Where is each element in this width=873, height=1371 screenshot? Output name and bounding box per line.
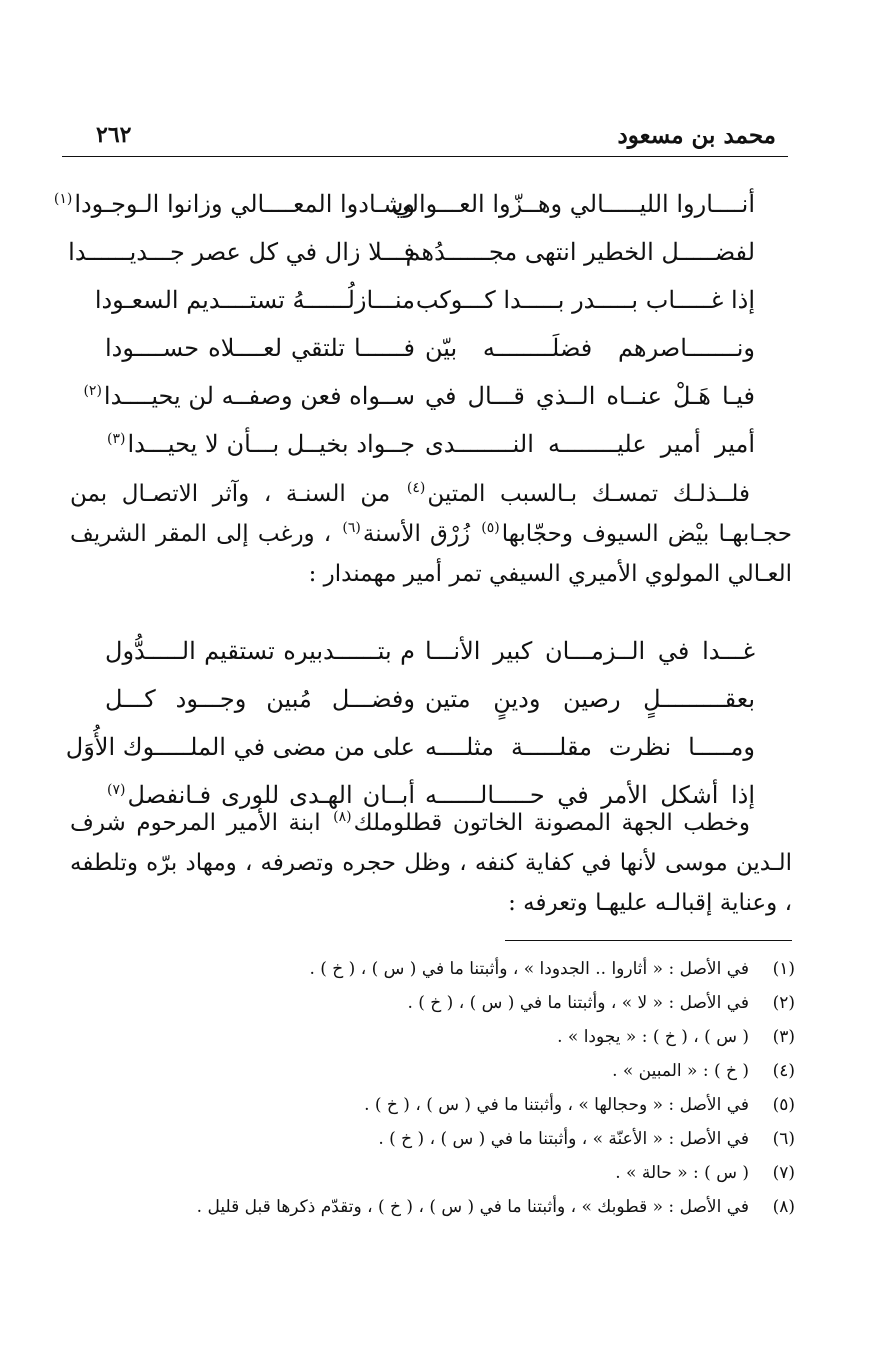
paragraph-text: ، ورغب إلى المقر الشريف العـالي المولوي الأميري السيفي تمر أمير مهمندار : [70, 521, 792, 587]
page-header [62, 120, 788, 157]
page-number: ٢٦٢ [96, 122, 132, 148]
hemistich-text: ســواه فعن وصفــه لن يحيــــدا [103, 382, 415, 410]
footnote-divider [505, 940, 792, 941]
footnote [95, 1156, 795, 1190]
hemistich-right: إذا أشكل الأمر في حـــــالــــــه [425, 781, 755, 809]
hemistich-text: فـــلا زال في كل عصر جـــديــــــدا [68, 238, 415, 266]
hemistich-left [105, 627, 415, 675]
verse-line [95, 675, 765, 723]
footnote [95, 986, 795, 1020]
running-head: محمد بن مسعود [617, 122, 776, 149]
paragraph-text: ابنة الأمير المرحوم شرف الـدين موسى لأنها في كفاية كنفه ، وظل حجره وتصرفه ، ومهاد برّه وتلطفه ، وعناية إقبالـه عليهـا وتعرفه : [70, 810, 792, 916]
footnote-text: ( س ) : « حالة » . [615, 1163, 749, 1183]
footnote-number: (٨) [772, 1197, 795, 1217]
paragraph-text: من السنـة ، وآثر الاتصـال بمن حجـابهـا بيْض السيوف وحجّابها [70, 481, 793, 547]
hemistich-left [105, 420, 415, 468]
footnote-text: في الأصل : « وحجالها » ، وأثبتنا ما في ( س ) ، ( خ ) . [364, 1095, 749, 1115]
hemistich-text: على من مضى في الملـــــوك الأُوَل [65, 733, 415, 761]
footnote [95, 1088, 795, 1122]
footnote-number: (١) [772, 959, 795, 979]
paragraph-text: وخطب الجهة المصونة الخاتون قطلوملك [353, 810, 751, 836]
footnote-number: (٦) [772, 1129, 795, 1149]
footnote-ref: (٥) [481, 520, 500, 537]
hemistich-left [105, 675, 415, 723]
hemistich-right: فيـا هَـلْ عنــاه الــذي قـــال في [425, 382, 755, 410]
footnote-text: ( س ) ، ( خ ) : « يجودا » . [557, 1027, 749, 1047]
footnote [95, 952, 795, 986]
verse-line [95, 276, 765, 324]
poem-1 [53, 180, 765, 468]
hemistich-right: ومـــــا نظرت مقلـــــة مثلــــه [425, 733, 755, 761]
paragraph-text: زُرْق الأسنة [362, 521, 471, 547]
paragraph-2 [70, 803, 792, 923]
hemistich-text: وفضـــل مُبين وجـــود كـــل [105, 685, 415, 713]
footnote-number: (٣) [772, 1027, 795, 1047]
verse-line [95, 324, 765, 372]
hemistich-left [68, 228, 415, 276]
footnote-ref: (٨) [333, 809, 352, 826]
hemistich-right: أنــــاروا الليـــــالي وهــزّوا العـــوالي [391, 190, 755, 218]
footnote-ref: (٦) [342, 520, 361, 537]
hemistich-right: أمير أمير عليــــــــه النــــــــدى [425, 430, 755, 458]
footnote-ref: (٣) [107, 431, 126, 447]
hemistich-left [53, 180, 415, 228]
verse-line [83, 372, 765, 420]
footnotes-list [95, 952, 795, 1224]
verse-line [65, 723, 765, 771]
hemistich-left [65, 723, 415, 771]
footnote [95, 1054, 795, 1088]
hemistich-left [94, 276, 415, 324]
verse-line [95, 627, 765, 675]
footnote-text: في الأصل : « الأعنّة » ، وأثبتنا ما في ( س ) ، ( خ ) . [378, 1129, 749, 1149]
footnote-text: ( خ ) : « المبين » . [612, 1061, 749, 1081]
hemistich-text: منـــازلُــــــهُ تستــــديم السعـودا [94, 286, 415, 314]
footnote-text: في الأصل : « قطوبك » ، وأثبتنا ما في ( س ) ، ( خ ) ، وتقدّم ذكرها قبل قليل . [196, 1197, 749, 1217]
footnote [95, 1122, 795, 1156]
poem-2 [65, 627, 765, 819]
footnote-number: (٧) [772, 1163, 795, 1183]
footnote-number: (٥) [772, 1095, 795, 1115]
hemistich-text: جــواد بخيــل بـــأن لا يحيـــدا [127, 430, 415, 458]
hemistich-text: م بتــــــدبيره تستقيم الـــــدُّول [105, 637, 415, 665]
footnote-ref: (٢) [83, 383, 102, 399]
hemistich-right: ونـــــــاصرهم فضلَــــــــه بيّن [425, 334, 755, 362]
hemistich-text: وشـادوا المعــــالي وزانوا الـوجـودا [74, 190, 415, 218]
paragraph-text: فلــذلـك تمسـك بـالسبب المتين [427, 481, 750, 507]
footnote [95, 1190, 795, 1224]
hemistich-text: أبــان الهـدى للورى فـانفصل [127, 781, 415, 809]
footnote-ref: (٧) [107, 782, 126, 798]
hemistich-left [83, 372, 415, 420]
footnote-ref: (٤) [406, 480, 426, 497]
hemistich-right: لفضـــــل الخطير انتهى مجــــــدُهم [405, 238, 755, 266]
hemistich-left [105, 324, 415, 372]
hemistich-right: بعقـــــــــلٍ رصين ودينٍ متين [425, 685, 755, 713]
verse-line [68, 228, 765, 276]
footnote-number: (٢) [772, 993, 795, 1013]
verse-line [95, 420, 765, 468]
footnote-text: في الأصل : « لا » ، وأثبتنا ما في ( س ) ، ( خ ) . [407, 993, 749, 1013]
hemistich-text: فــــــا تلتقي لعــــلاه حســــودا [105, 334, 415, 362]
footnote-text: في الأصل : « أثاروا .. الجدودا » ، وأثبتنا ما في ( س ) ، ( خ ) . [309, 959, 749, 979]
footnote [95, 1020, 795, 1054]
paragraph-1 [70, 474, 792, 594]
verse-line [53, 180, 765, 228]
hemistich-right: غـــدا في الــزمـــان كبير الأنـــا [425, 637, 755, 665]
hemistich-right: إذا غـــــاب بـــــدر بـــــدا كـــوكب [415, 286, 755, 314]
footnote-number: (٤) [772, 1061, 795, 1081]
footnote-ref: (١) [53, 191, 73, 207]
